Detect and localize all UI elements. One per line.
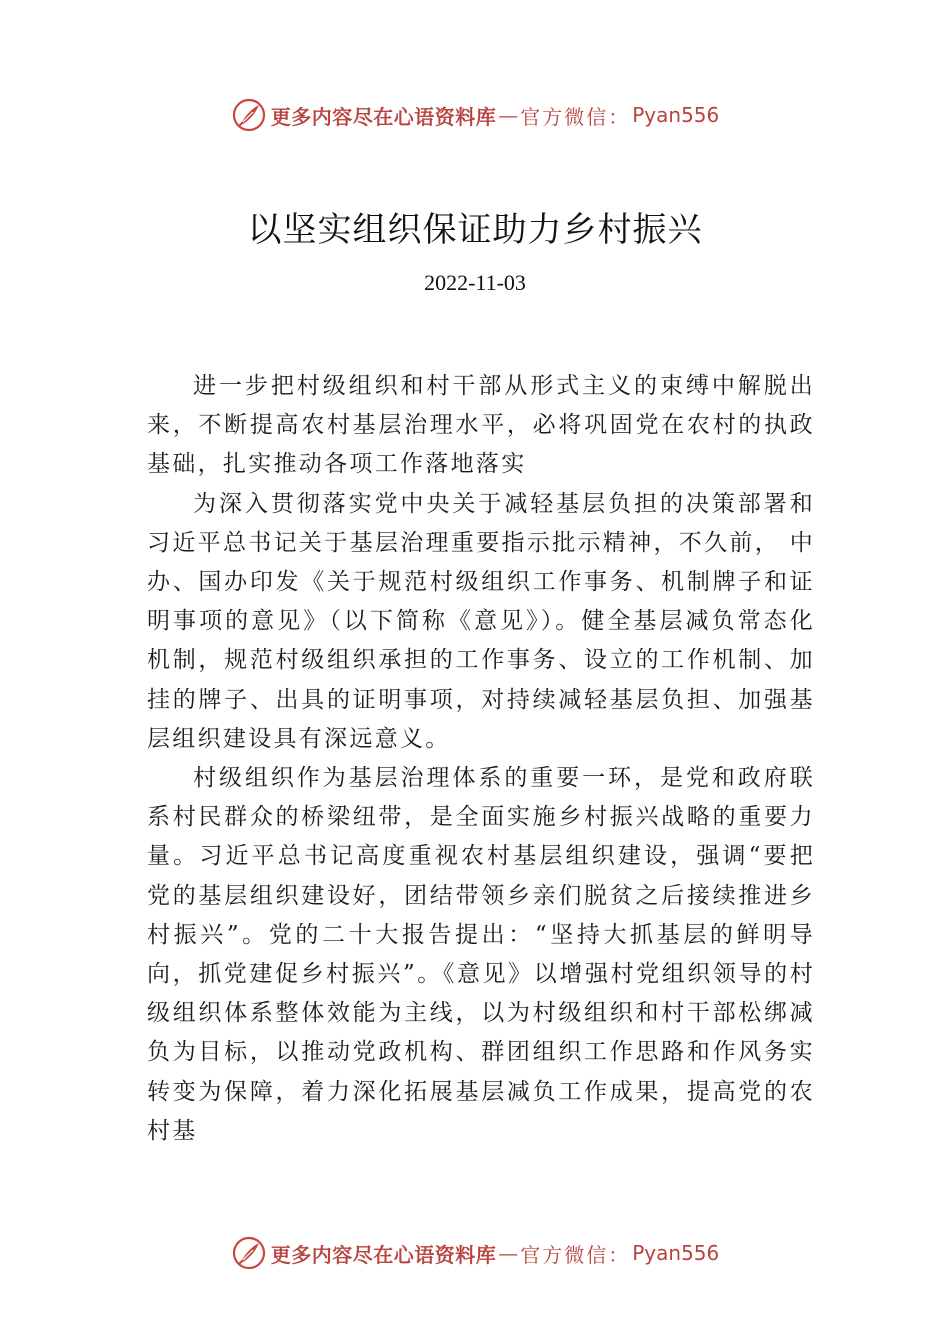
- paragraph-3: 村级组织作为基层治理体系的重要一环，是党和政府联系村民群众的桥梁纽带，是全面实施乡村振兴战略的重要力量。习近平总书记高度重视农村基层组织建设，强调“要把党的基层组织建设好，团结带领乡亲们脱贫之后接续推进乡村振兴”。党的二十大报告提出：“坚持大抓基层的鲜明导向，抓党建促乡村振兴”。《意见》以增强村党组织领导的村级组织体系整体效能为主线，以为村级组织和村干部松绑减负为目标，以推动党政机构、群团组织工作思路和作风务实转变为保障，着力深化拓展基层减负工作成果，提高党的农村基: [147, 765, 815, 1144]
- header-banner: [0, 95, 950, 135]
- banner-wechat-label: 官方微信：: [520, 1242, 631, 1267]
- quill-logo-icon: [231, 1235, 267, 1271]
- paragraph-1: 进一步把村级组织和村干部从形式主义的束缚中解脱出来，不断提高农村基层治理水平，必将巩固党在农村的执政基础，扎实推动各项工作落地落实: [147, 373, 815, 478]
- banner-brand-text: 更多内容尽在心语资料库: [270, 1242, 497, 1267]
- article-date: 2022-11-03: [424, 270, 526, 295]
- banner-separator: —: [498, 1241, 519, 1265]
- banner-wechat-id: Pyan556: [632, 103, 720, 127]
- article-body: [147, 367, 815, 1151]
- paragraph-2: 为深入贯彻落实党中央关于减轻基层负担的决策部署和习近平总书记关于基层治理重要指示批示精神，不久前， 中办、国办印发《关于规范村级组织工作事务、机制牌子和证明事项的意见》（以下简称《意见》）。健全基层减负常态化机制，规范村级组织承担的工作事务、设立的工作机制、加挂的牌子、出具的证明事项，对持续减轻基层负担、加强基层组织建设具有深远意义。: [147, 490, 815, 752]
- banner-wechat-id: Pyan556: [632, 1241, 720, 1265]
- banner-wechat-label: 官方微信：: [520, 104, 631, 129]
- banner-separator: —: [498, 103, 519, 127]
- footer-banner: [0, 1233, 950, 1273]
- banner-brand-text: 更多内容尽在心语资料库: [270, 104, 497, 129]
- quill-logo-icon: [231, 97, 267, 133]
- article-title: 以坚实组织保证助力乡村振兴: [247, 210, 703, 250]
